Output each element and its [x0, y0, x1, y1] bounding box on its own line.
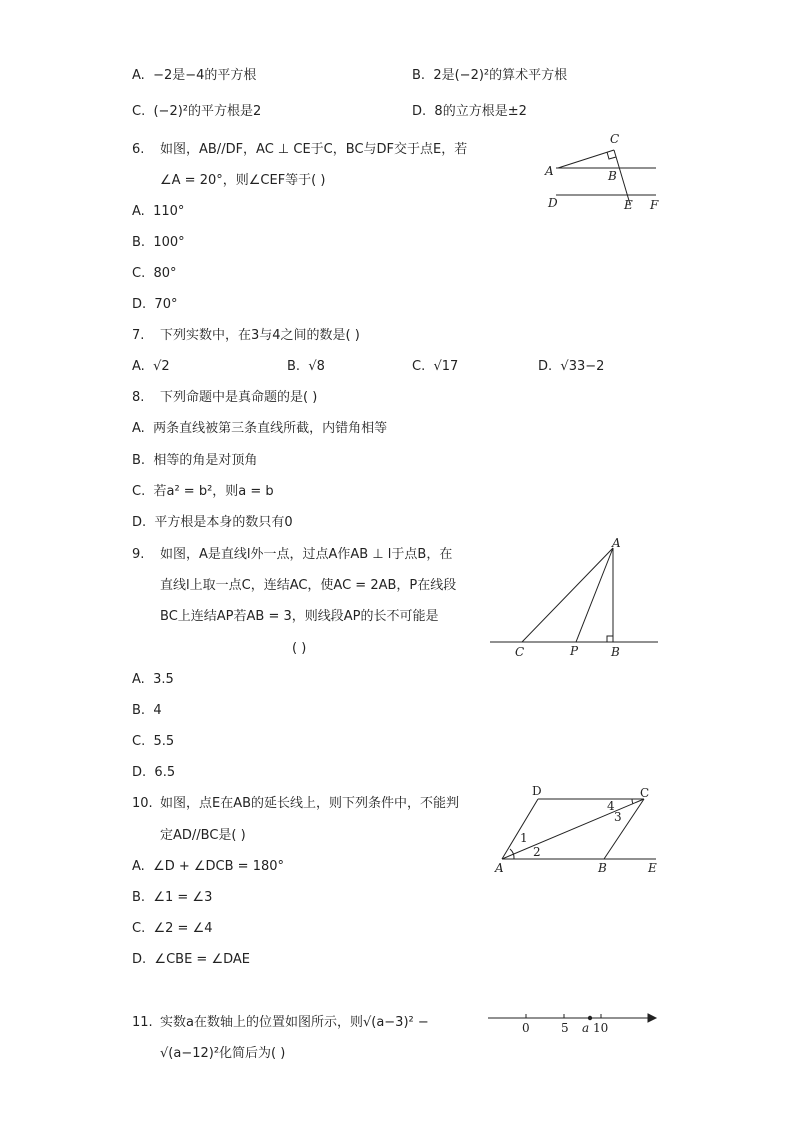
option-key: A.	[132, 859, 145, 874]
q8-option-c[interactable]	[132, 484, 274, 500]
label-b: B	[598, 861, 607, 875]
option-key: C.	[132, 266, 146, 281]
label-b: B	[611, 645, 620, 659]
q9-stem-line1: 如图，A是直线l外一点，过点A作AB ⊥ l于点B，在	[160, 547, 453, 562]
q6-option-c[interactable]	[132, 266, 177, 282]
q9-option-c[interactable]	[132, 734, 174, 750]
option-key: B.	[287, 359, 301, 374]
axis-arrow-icon	[648, 1014, 656, 1022]
q9-option-a[interactable]	[132, 672, 174, 688]
label-d: D	[548, 196, 558, 210]
option-key: B.	[132, 453, 146, 468]
option-key: D.	[412, 104, 427, 119]
label-angle-1: 1	[520, 831, 528, 845]
label-c: C	[515, 645, 525, 659]
q5-option-d[interactable]	[412, 104, 527, 120]
tick-label-5: 5	[561, 1021, 569, 1035]
option-text: 2是(−2)²的算术平方根	[433, 68, 568, 83]
q10-number: 10.	[132, 796, 153, 811]
option-key: C.	[132, 734, 146, 749]
option-text: 平方根是本身的数只有0	[154, 515, 293, 530]
segment-ac	[558, 150, 614, 168]
q5-option-c[interactable]	[132, 104, 261, 120]
option-key: D.	[132, 515, 147, 530]
segment-ac	[522, 548, 613, 642]
q9-stem-line2: 直线l上取一点C，连结AC，使AC = 2AB，P在线段	[160, 578, 457, 593]
q11-number: 11.	[132, 1015, 153, 1030]
option-text: ∠2 = ∠4	[153, 921, 213, 936]
q7-option-a[interactable]	[132, 359, 170, 375]
option-text: √17	[433, 359, 459, 374]
option-text: 8的立方根是±2	[434, 104, 527, 119]
option-text: √33−2	[560, 359, 605, 374]
q9-option-d[interactable]	[132, 765, 175, 781]
diagonal-ac	[502, 799, 644, 859]
q8-option-b[interactable]	[132, 453, 257, 469]
angle-arc-4	[632, 799, 633, 804]
q11-stem-line2: √(a−12)²化简后为( )	[160, 1046, 286, 1061]
q7-number: 7.	[132, 328, 145, 343]
q6-stem-line2: ∠A = 20°，则∠CEF等于( )	[160, 173, 326, 188]
option-text: √2	[153, 359, 170, 374]
option-key: D.	[132, 297, 147, 312]
q6-option-a[interactable]	[132, 204, 184, 220]
q10-option-a[interactable]	[132, 859, 284, 875]
option-text: 3.5	[153, 672, 174, 687]
label-angle-2: 2	[533, 845, 541, 859]
q9-option-b[interactable]	[132, 703, 162, 719]
q9-stem-line3: BC上连结AP若AB = 3，则线段AP的长不可能是	[160, 609, 439, 624]
option-text: 相等的角是对顶角	[153, 453, 258, 468]
point-a	[588, 1016, 592, 1020]
option-text: 5.5	[153, 734, 175, 749]
option-key: A.	[132, 68, 145, 83]
option-key: B.	[132, 235, 146, 250]
label-e: E	[648, 861, 657, 875]
q6-number: 6.	[132, 142, 145, 157]
q8-stem: 下列命题中是真命题的是( )	[160, 390, 318, 405]
q10-stem-line2: 定AD//BC是( )	[160, 828, 246, 843]
angle-arc-1	[510, 849, 514, 859]
q9-figure	[486, 534, 662, 662]
q6-option-d[interactable]	[132, 297, 177, 313]
option-text: 4	[153, 703, 162, 718]
q10-option-b[interactable]	[132, 890, 212, 906]
option-key: C.	[132, 484, 146, 499]
q11-stem-line1: 实数a在数轴上的位置如图所示，则√(a−3)² −	[160, 1015, 429, 1030]
option-text: −2是−4的平方根	[153, 68, 257, 83]
option-key: B.	[132, 890, 146, 905]
option-key: A.	[132, 359, 145, 374]
tick-label-a: a	[582, 1021, 590, 1035]
q11-number-line	[486, 1008, 662, 1038]
option-key: C.	[132, 104, 146, 119]
label-e: E	[624, 198, 633, 212]
q6-stem-line1: 如图，AB//DF，AC ⊥ CE于C，BC与DF交于点E，若	[160, 142, 468, 157]
option-text: 110°	[153, 204, 185, 219]
option-text: 70°	[154, 297, 178, 312]
q5-option-a[interactable]	[132, 68, 256, 84]
option-text: 若a² = b²，则a = b	[153, 484, 274, 499]
option-text: 100°	[153, 235, 185, 250]
label-b: B	[608, 169, 617, 183]
q10-option-c[interactable]	[132, 921, 213, 937]
q8-option-d[interactable]	[132, 515, 293, 531]
q10-option-d[interactable]	[132, 952, 250, 968]
q8-option-a[interactable]	[132, 421, 387, 437]
option-text: ∠D + ∠DCB = 180°	[153, 859, 285, 874]
label-a: A	[612, 536, 621, 550]
option-key: C.	[412, 359, 426, 374]
option-key: D.	[538, 359, 553, 374]
tick-label-10: 10	[593, 1021, 609, 1035]
label-c: C	[610, 132, 620, 146]
label-f: F	[650, 198, 659, 212]
q6-figure	[540, 128, 670, 220]
tick-label-0: 0	[522, 1021, 530, 1035]
label-p: P	[570, 644, 579, 658]
label-a: A	[495, 861, 504, 875]
option-text: √8	[308, 359, 325, 374]
q10-stem-line1: 如图，点E在AB的延长线上，则下列条件中，不能判	[160, 796, 460, 811]
option-key: C.	[132, 921, 146, 936]
option-text: 6.5	[154, 765, 176, 780]
option-key: D.	[132, 765, 147, 780]
option-text: ∠CBE = ∠DAE	[154, 952, 250, 967]
option-text: 80°	[153, 266, 177, 281]
option-key: A.	[132, 672, 145, 687]
label-a: A	[545, 164, 554, 178]
segment-ap	[576, 548, 613, 642]
q5-option-b[interactable]	[412, 68, 567, 84]
q7-stem: 下列实数中，在3与4之间的数是( )	[160, 328, 360, 343]
option-text: 两条直线被第三条直线所截，内错角相等	[153, 421, 388, 436]
q7-option-b[interactable]	[287, 359, 325, 375]
q7-option-c[interactable]	[412, 359, 458, 375]
q7-option-d[interactable]	[538, 359, 604, 375]
label-d: D	[532, 784, 542, 798]
right-angle-mark	[607, 636, 613, 642]
q8-number: 8.	[132, 390, 145, 405]
option-key: B.	[412, 68, 426, 83]
option-key: B.	[132, 703, 146, 718]
q9-stem-line4: ( )	[292, 641, 307, 656]
label-angle-4: 4	[607, 799, 615, 813]
option-text: (−2)²的平方根是2	[153, 104, 262, 119]
q6-option-b[interactable]	[132, 235, 185, 251]
q9-number: 9.	[132, 547, 145, 562]
option-key: A.	[132, 421, 145, 436]
option-text: ∠1 = ∠3	[153, 890, 213, 905]
option-key: A.	[132, 204, 145, 219]
label-angle-3: 3	[614, 810, 622, 824]
q10-figure	[492, 783, 664, 879]
option-key: D.	[132, 952, 147, 967]
label-c: C	[640, 786, 650, 800]
